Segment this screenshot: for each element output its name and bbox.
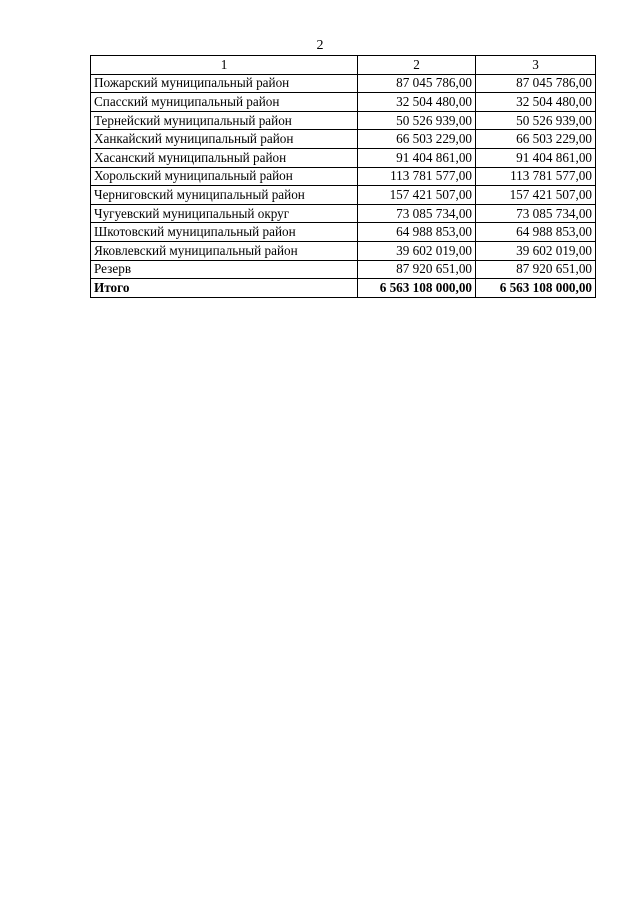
page-number: 2: [316, 38, 324, 53]
district-name-cell: Тернейский муниципальный район: [91, 111, 358, 130]
table-row: [91, 93, 596, 112]
district-name-cell: Шкотовский муниципальный район: [91, 223, 358, 242]
table-row: [91, 223, 596, 242]
amount-cell: 66 503 229,00: [358, 130, 476, 149]
amount-cell: 66 503 229,00: [476, 130, 596, 149]
table-row: [91, 204, 596, 223]
column-header: 2: [358, 56, 476, 75]
amount-cell: 73 085 734,00: [476, 204, 596, 223]
amount-cell: 64 988 853,00: [476, 223, 596, 242]
amount-cell: 6 563 108 000,00: [476, 279, 596, 298]
amount-cell: 157 421 507,00: [358, 186, 476, 205]
total-row: [91, 279, 596, 298]
amount-cell: 50 526 939,00: [358, 111, 476, 130]
table-row: [91, 130, 596, 149]
district-name-cell: Спасский муниципальный район: [91, 93, 358, 112]
table-row: [91, 167, 596, 186]
column-header: 3: [476, 56, 596, 75]
amount-cell: 50 526 939,00: [476, 111, 596, 130]
amount-cell: 113 781 577,00: [476, 167, 596, 186]
table-body: [91, 56, 596, 298]
district-name-cell: Черниговский муниципальный район: [91, 186, 358, 205]
amount-cell: 39 602 019,00: [476, 241, 596, 260]
amount-cell: 39 602 019,00: [358, 241, 476, 260]
table-row: [91, 260, 596, 279]
district-name-cell: Резерв: [91, 260, 358, 279]
amount-cell: 157 421 507,00: [476, 186, 596, 205]
amount-cell: 87 045 786,00: [358, 74, 476, 93]
amount-cell: 91 404 861,00: [476, 148, 596, 167]
district-name-cell: Пожарский муниципальный район: [91, 74, 358, 93]
budget-table: [90, 55, 596, 298]
amount-cell: 32 504 480,00: [358, 93, 476, 112]
amount-cell: 87 045 786,00: [476, 74, 596, 93]
district-name-cell: Итого: [91, 279, 358, 298]
column-header: 1: [91, 56, 358, 75]
district-name-cell: Хорольский муниципальный район: [91, 167, 358, 186]
district-name-cell: Ханкайский муниципальный район: [91, 130, 358, 149]
table-row: [91, 74, 596, 93]
table-row: [91, 241, 596, 260]
district-name-cell: Яковлевский муниципальный район: [91, 241, 358, 260]
amount-cell: 91 404 861,00: [358, 148, 476, 167]
amount-cell: 87 920 651,00: [476, 260, 596, 279]
amount-cell: 87 920 651,00: [358, 260, 476, 279]
district-name-cell: Хасанский муниципальный район: [91, 148, 358, 167]
table-row: [91, 111, 596, 130]
amount-cell: 113 781 577,00: [358, 167, 476, 186]
table-row: [91, 148, 596, 167]
amount-cell: 32 504 480,00: [476, 93, 596, 112]
table-row: [91, 186, 596, 205]
table-header-row: [91, 56, 596, 75]
amount-cell: 64 988 853,00: [358, 223, 476, 242]
amount-cell: 73 085 734,00: [358, 204, 476, 223]
amount-cell: 6 563 108 000,00: [358, 279, 476, 298]
district-name-cell: Чугуевский муниципальный округ: [91, 204, 358, 223]
